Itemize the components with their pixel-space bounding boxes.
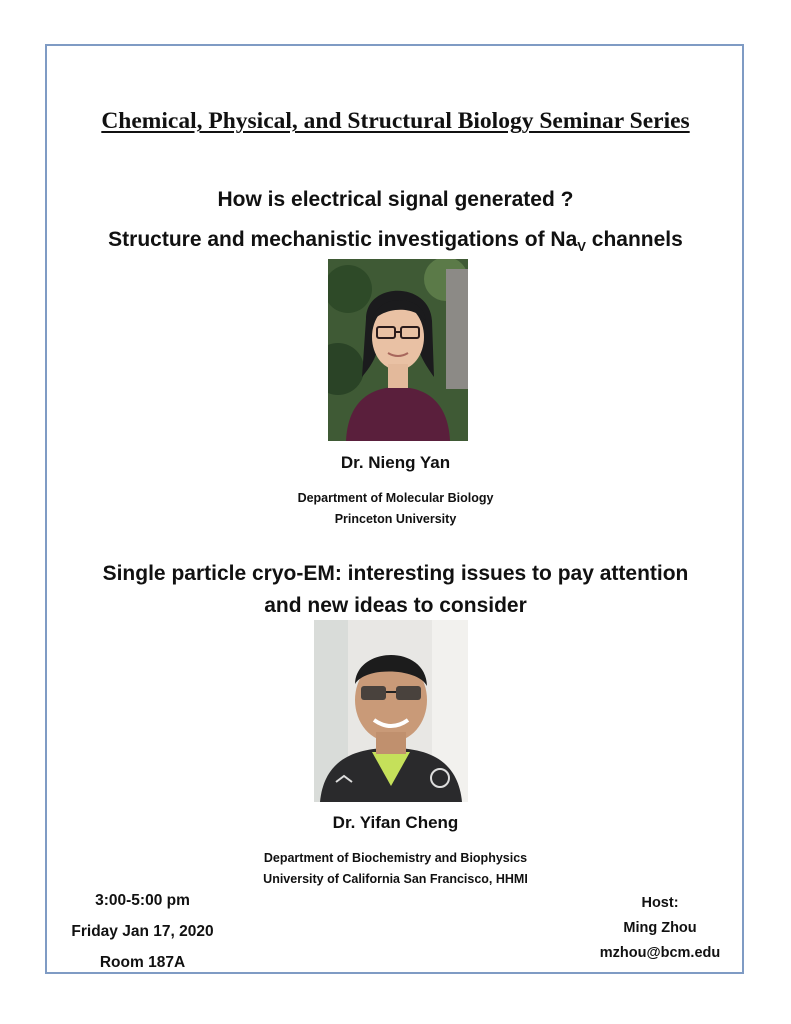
event-info <box>55 885 230 978</box>
speaker2-department: Department of Biochemistry and Biophysics <box>263 851 528 865</box>
host-info <box>585 891 735 966</box>
event-date: Friday Jan 17, 2020 <box>71 923 214 940</box>
speaker2-name: Dr. Yifan Cheng <box>332 813 459 832</box>
host-email[interactable]: mzhou@bcm.edu <box>599 945 721 961</box>
talk2-title-line1: Single particle cryo-EM: interesting issues to pay attention <box>102 562 689 585</box>
speaker1-name: Dr. Nieng Yan <box>340 453 451 472</box>
host-name: Ming Zhou <box>623 920 697 936</box>
talk2-title-line2: and new ideas to consider <box>264 594 527 617</box>
event-room: Room 187A <box>99 954 186 971</box>
talk1-title-subscript: V <box>577 239 586 255</box>
speaker1-photo <box>328 259 468 441</box>
host-label: Host: <box>641 895 679 911</box>
speaker1-institution: Princeton University <box>334 512 457 526</box>
speaker2-institution: University of California San Francisco, HHMI <box>263 872 528 886</box>
talk1-title-suffix: channels <box>585 228 683 251</box>
talk1-title-line1: How is electrical signal generated ? <box>217 188 574 211</box>
talk1-title-prefix: Structure and mechanistic investigations of Na <box>108 228 578 251</box>
event-time: 3:00-5:00 pm <box>95 892 190 909</box>
speaker2-photo <box>314 620 468 802</box>
series-title: Chemical, Physical, and Structural Biology Seminar Series <box>101 108 690 134</box>
speaker1-department: Department of Molecular Biology <box>297 491 494 505</box>
